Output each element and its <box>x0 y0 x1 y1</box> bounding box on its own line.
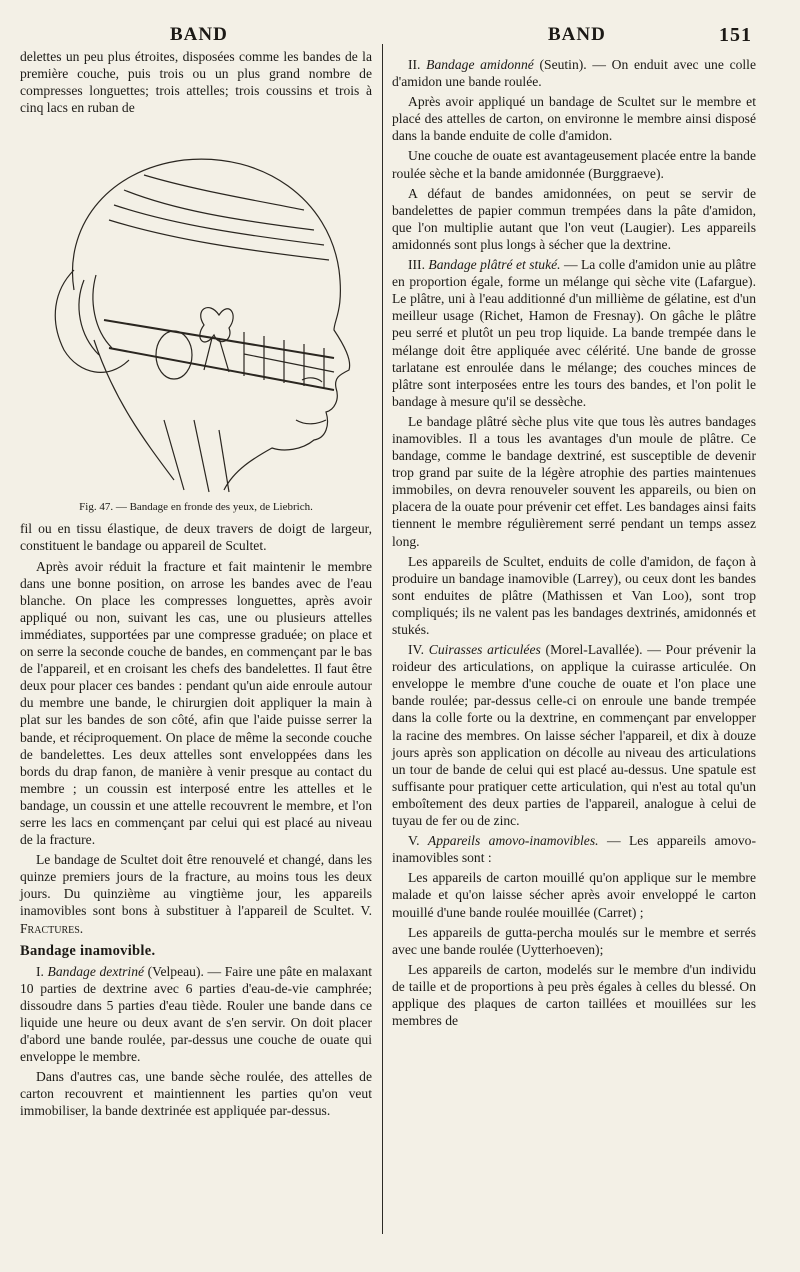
paragraph <box>392 56 756 90</box>
paragraph: Les appareils de carton, modelés sur le membre d'un individu de taille et de proportions à peu près égales à celles du blessé. On applique des plaques de carton taillées et mouillées sur les membres de <box>392 961 756 1029</box>
paragraph-text: — Les appareils amovo-inamovibles sont : <box>392 833 756 866</box>
item-title: Bandage amidonné <box>426 57 534 72</box>
paragraph: Les appareils de carton mouillé qu'on applique sur le membre malade et qu'on laisse sécher après avoir enveloppé le carton mouillé d'une bande roulée mouillée (Carret) ; <box>392 870 756 920</box>
item-number: II. <box>408 57 427 72</box>
paragraph: fil ou en tissu élastique, de deux travers de doigt de largeur, constituent le bandage ou appareil de Scultet. <box>20 521 372 554</box>
figure-47 <box>20 120 372 520</box>
paragraph: Après avoir appliqué un bandage de Scultet sur le membre et placé des attelles de carton, on environne le membre ainsi disposé dans la bande enduite de colle d'amidon. <box>392 94 756 144</box>
section-heading: Bandage inamovible. <box>20 942 156 959</box>
paragraph: Une couche de ouate est avantageusement placée entre la bande roulée sèche et la bande amidonnée (Burggraeve). <box>392 148 756 181</box>
paragraph: Le bandage plâtré sèche plus vite que tous lès autres bandages inamovibles. Il a tous les avantages d'un moule de plâtre. Ce bandage, comme le bandage dextriné, est susceptible de devenir trop grand par suite de la légère atrophie des parties maintenues immobiles, on devra renouveler souvent les appareils, ou bien on placera de la ouate pour prévenir cet effet. Les bandages ainsi faits tiennent le membre régulièrement serré pendant un temps assez long. <box>392 413 756 549</box>
figure-caption: Fig. 47. — Bandage en fronde des yeux, de Liebrich. <box>79 501 313 514</box>
item-title: Appareils amovo-inamovibles. <box>427 833 599 849</box>
paragraph: Dans d'autres cas, une bande sèche roulée, des attelles de carton recouvrent et maintiennent les parties qu'on veut immobiliser, la bande dextrinée est appliquée par-dessus. <box>20 1069 372 1119</box>
paragraph: A défaut de bandes amidonnées, on peut se servir de bandelettes de papier commun trempées dans la pâte d'amidon, que l'on multiplie autant que l'on veut (Laugier). Les appareils amidonnés sont plus longs à sécher que la dextrine. <box>392 185 756 252</box>
page-number: 151 <box>719 24 752 46</box>
item-title: Bandage plâtré et stuké. <box>428 257 561 273</box>
paragraph-text: Le bandage de Scultet doit être renouvelé et changé, dans les quinze premiers jours de la fracture, au moins tous les deux jours. Du quinzième au vingtième jour, les appareils inamovibles sont bons à substituer à l'appareil de Scultet. V. <box>20 852 372 919</box>
paragraph: Après avoir réduit la fracture et fait maintenir le membre dans une bonne position, on arrose les bandes avec de l'eau blanche. On place les compresses longuettes, après avoir appliqué ou non, suivant les cas, une ou plusieurs attelles immédiates, supportées par une compresse graduée; on place et on serre la seconde couche de bandes, en commençant par le bas de l'appareil, et en croisant les chefs des bandelettes. Il faut être deux pour placer ces bandes : pendant qu'un aide enroule autour du membre une bande, le chirurgien doit appliquer la main à plat sur les bandes de son côté, afin que l'aide puisse serrer la bande, et réciproquement. On place de même la seconde couche de bandelettes. Les deux attelles sont enveloppées dans les bords du drap fanon, de manière à venir presque au contact du membre ; un coussin est interposé entre les attelles et le bandage, un coussin et une attelle recouvrent le membre, et l'on serre les lacs en commençant par celui qui est placé au niveau de la fracture. <box>20 558 372 848</box>
paragraph: Les appareils de gutta-percha moulés sur le membre et serrés avec une bande roulée (Uytterhoeven); <box>392 924 756 957</box>
paragraph-text: (Morel-Lavallée). — Pour prévenir la roideur des articulations, on applique la cuirasse articulée. On enveloppe le membre d'une couche de ouate et l'on place une bande roulée; par-dessus celle-ci on enroule une bande trempée dans la colle forte ou la dextrine, en commençant par envelopper la racine des membres. On laisse sécher l'appareil, et dix à douze jours après son application on décolle au niveau des articulations un tour de bande de celui qui est placé au-dessus. Une spatule est suffisante pour pratiquer cette articulation, qui n'est au total qu'un emboîtement des deux parties de l'appareil, analogue à celui de tuyau de fer ou de zinc. <box>392 642 756 829</box>
paragraph-text: (Velpeau). — Faire une pâte en malaxant 10 parties de dextrine avec 6 parties d'eau-de-vie camphrée; dissoudre dans 5 parties d'eau tiède. Rouler une bande dans ce liquide une heure ou deux avant de s'en servir. On doit placer d'abord une bande roulée, par-dessus une couche de ouate qui enveloppe le membre. <box>20 963 373 1065</box>
paragraph <box>392 832 756 866</box>
left-column <box>20 48 372 1123</box>
item-number: III. <box>408 257 429 273</box>
paragraph-text: — La colle d'amidon unie au plâtre en proportion égale, forme un mélange qui sèche vite (Lafargue). Le plâtre, uni à l'eau additionné d'un millième de gélatine, est d'un meilleur usage (Richet, Hamon de Fresnay). On gâche le plâtre peu serré et plutôt un peu trop liquide. La bande trempée dans le mélange doit être appliquée avec célérité. Une bande de grosse tarlatane est enroulée dans le mélange; des couches minces de plâtre sont interposées entre les tours des bandes, et l'on polit le bandage à mesure qu'il se dessèche. <box>392 257 756 409</box>
running-head-right: BAND <box>548 24 606 45</box>
item-number: V. <box>408 833 428 849</box>
paragraph: delettes un peu plus étroites, disposées comme les bandes de la première couche, puis trois ou un plus grand nombre de compresses longuettes; trois attelles; trois coussins et trois à cinq lacs en ruban de <box>20 49 372 116</box>
column-divider <box>382 44 383 1234</box>
running-head-left: BAND <box>170 24 228 45</box>
item-number: IV. <box>408 642 429 658</box>
item-number: I. <box>36 963 48 979</box>
paragraph <box>20 851 372 936</box>
item-title: Cuirasses articulées <box>428 642 541 658</box>
paragraph <box>392 641 756 829</box>
paragraph <box>392 256 756 410</box>
head-bandage-illustration <box>34 120 354 510</box>
paragraph-text: (Seutin). — On enduit avec une colle d'amidon une bande roulée. <box>392 57 756 90</box>
cross-reference: Fractures. <box>20 920 84 936</box>
right-column <box>392 56 756 1032</box>
paragraph <box>20 963 372 1066</box>
paragraph: Les appareils de Scultet, enduits de colle d'amidon, de façon à produire un bandage inamovible (Larrey), ou ceux dont les bandes sont enduites de plâtre (Mathissen et Van Loo), sont trop compliqués; ils ne valent pas les bandages dextrinés, amidonnés et stukés. <box>392 553 756 637</box>
item-title: Bandage dextriné <box>47 963 145 979</box>
